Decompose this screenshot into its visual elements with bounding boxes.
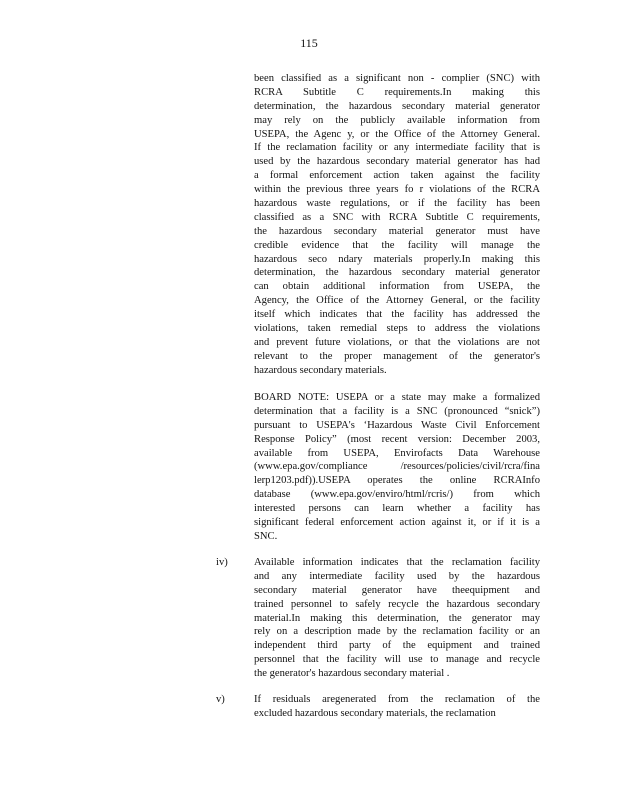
text-line: BOARD NOTE: USEPA or a state may make a formalized — [254, 392, 540, 403]
text-line: interested persons can learn whether a facility has — [254, 503, 540, 515]
text-line: may rely on the publicly available information from — [254, 114, 540, 126]
text-line: (www.epa.gov/compliance /resources/policies/civil/rcra/fina — [254, 461, 540, 473]
text-line: been classified as a significant non - complier (SNC) with — [254, 73, 540, 84]
text-line: excluded hazardous secondary materials, the reclamation — [254, 707, 496, 719]
text-line: a formal enforcement action taken against the facility — [254, 170, 540, 182]
text-line: Response Policy” (most recent version: December 2003, — [254, 433, 540, 445]
text-line: and any intermediate facility used by the hazardous — [254, 570, 540, 582]
text-line: SNC. — [254, 530, 278, 542]
text-line: hazardous secondary materials. — [254, 364, 387, 376]
text-line: If residuals aregenerated from the reclamation of the — [254, 694, 540, 705]
text-line: can obtain additional information from USEPA, the — [254, 281, 540, 293]
text-line: secondary material generator have theequipment and — [254, 584, 540, 596]
text-line: itself which indicates that the facility has addressed the — [254, 309, 540, 321]
text-line: determination that a facility is a SNC (pronounced “snick”) — [254, 405, 540, 417]
text-line: available from USEPA, Envirofacts Data Warehouse — [254, 447, 540, 459]
text-line: the generator's hazardous secondary material . — [254, 668, 450, 680]
text-line: determination, the hazardous secondary material generator — [254, 267, 540, 279]
paragraph-reclamation-facility-snc — [254, 72, 540, 378]
text-line: within the previous three years fo r violations of the RCRA — [254, 184, 540, 196]
text-line: relevant to the proper management of the generator's — [254, 350, 540, 362]
text-line: significant federal enforcement action against it, or if it is a — [254, 517, 540, 529]
text-line: If the reclamation facility or any intermediate facility that is — [254, 142, 540, 154]
text-line: Agency, the Office of the Attorney General, or the facility — [254, 295, 540, 307]
item-label-iv: iv) — [216, 557, 228, 568]
text-line: personnel that the facility will use to manage and recycle — [254, 654, 540, 666]
text-line: credible evidence that the facility will manage the — [254, 239, 540, 251]
text-line: Available information indicates that the reclamation facility — [254, 557, 540, 568]
text-line: RCRA Subtitle C requirements.In making this — [254, 86, 540, 98]
text-line: independent third party of the equipment and trained — [254, 640, 540, 652]
text-line: determination, the hazardous secondary material generator — [254, 100, 540, 112]
item-label-v: v) — [216, 694, 225, 705]
item-v-paragraph — [254, 693, 540, 721]
text-line: database (www.epa.gov/enviro/html/rcris/) from which — [254, 489, 540, 501]
text-line: hazardous waste regulations, or if the facility has been — [254, 198, 540, 210]
page-number: 115 — [300, 36, 318, 50]
text-line: used by the hazardous secondary material generator has had — [254, 156, 540, 168]
text-line: material.In making this determination, the generator may — [254, 612, 540, 624]
text-line: classified as a SNC with RCRA Subtitle C requirements, — [254, 211, 540, 223]
text-line: hazardous seco ndary materials properly.In making this — [254, 253, 540, 265]
text-line: pursuant to USEPA's ‘Hazardous Waste Civil Enforcement — [254, 419, 540, 431]
item-iv-paragraph — [254, 556, 540, 681]
text-line: lerp1203.pdf)).USEPA operates the online RCRAInfo — [254, 475, 540, 487]
board-note-paragraph — [254, 391, 540, 544]
text-line: USEPA, the Agenc y, or the Office of the Attorney General. — [254, 128, 540, 140]
text-line: rely on a description made by the reclamation facility or an — [254, 626, 540, 638]
text-line: trained personnel to safely recycle the hazardous secondary — [254, 598, 540, 610]
text-line: and prevent future violations, or that the violations are not — [254, 336, 540, 348]
text-line: the hazardous secondary material generator must have — [254, 225, 540, 237]
text-line: violations, taken remedial steps to address the violations — [254, 323, 540, 335]
